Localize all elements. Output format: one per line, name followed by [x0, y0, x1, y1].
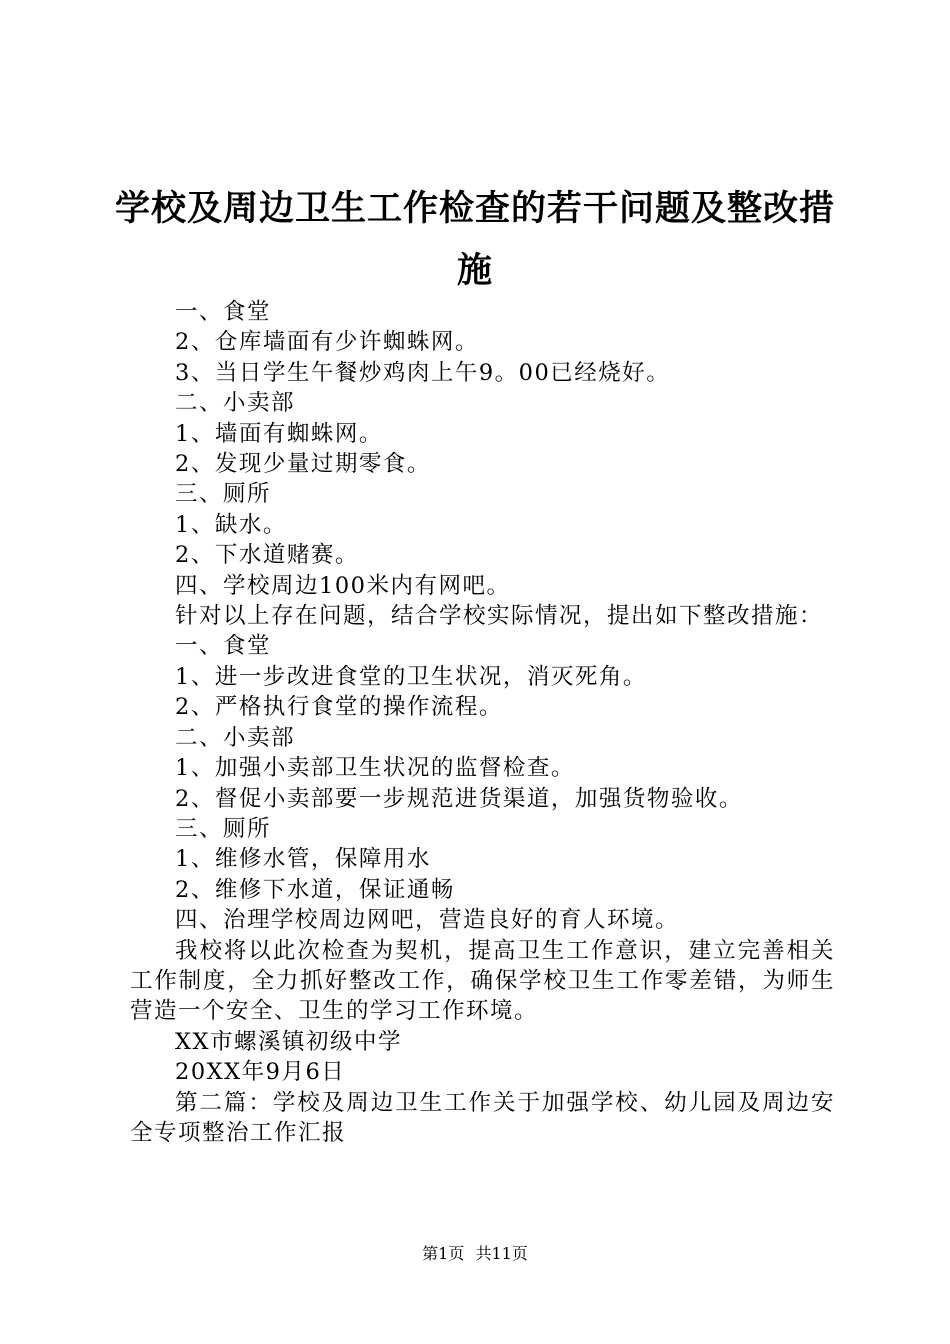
section-heading-canteen: 一、食堂	[175, 299, 272, 325]
list-item: 1、维修水管，保障用水	[175, 846, 431, 873]
list-item: 2、严格执行食堂的操作流程。	[175, 694, 503, 721]
next-article-heading: 第二篇：学校及周边卫生工作关于加强学校、幼儿园及周边安全专项整治工作汇报	[130, 1089, 835, 1146]
section-heading-shop: 二、小卖部	[175, 390, 296, 417]
document-title: 学校及周边卫生工作检查的若干问题及整改措施	[115, 188, 836, 291]
list-item: 1、缺水。	[175, 511, 287, 538]
signature-date: 20XX年9月6日	[175, 1059, 346, 1086]
list-item: 2、维修下水道，保证通畅	[175, 876, 455, 903]
section-heading-surroundings: 四、治理学校周边网吧，营造良好的育人环境。	[175, 907, 680, 934]
list-item: 3、当日学生午餐炒鸡肉上午9。00已经烧好。	[175, 359, 671, 386]
list-item: 1、进一步改进食堂的卫生状况，消灭死角。	[175, 663, 647, 690]
section-heading-surroundings: 四、学校周边100米内有网吧。	[175, 572, 511, 599]
section-heading-canteen: 一、食堂	[175, 633, 272, 660]
section-heading-shop: 二、小卖部	[175, 724, 296, 751]
section-heading-toilet: 三、厕所	[175, 815, 272, 842]
document-body	[130, 297, 835, 1148]
list-item: 1、加强小卖部卫生状况的监督检查。	[175, 755, 575, 782]
page-footer	[0, 1242, 950, 1266]
section-heading-toilet: 三、厕所	[175, 481, 272, 508]
signature-school: XX市螺溪镇初级中学	[175, 1028, 403, 1055]
list-item: 2、督促小卖部要一步规范进货渠道，加强货物验收。	[175, 785, 743, 812]
intro-paragraph: 针对以上存在问题，结合学校实际情况，提出如下整改措施：	[175, 603, 824, 630]
page-number: 第1页	[422, 1244, 465, 1263]
page-total: 共11页	[475, 1244, 528, 1263]
conclusion-paragraph: 我校将以此次检查为契机，提高卫生工作意识，建立完善相关工作制度，全力抓好整改工作，确保学校卫生工作零差错，为师生营造一个安全、卫生的学习工作环境。	[130, 937, 835, 1025]
list-item: 2、仓库墙面有少许蜘蛛网。	[175, 329, 479, 356]
list-item: 1、墙面有蜘蛛网。	[175, 420, 383, 447]
list-item: 2、下水道赌赛。	[175, 542, 359, 569]
list-item: 2、发现少量过期零食。	[175, 451, 431, 478]
